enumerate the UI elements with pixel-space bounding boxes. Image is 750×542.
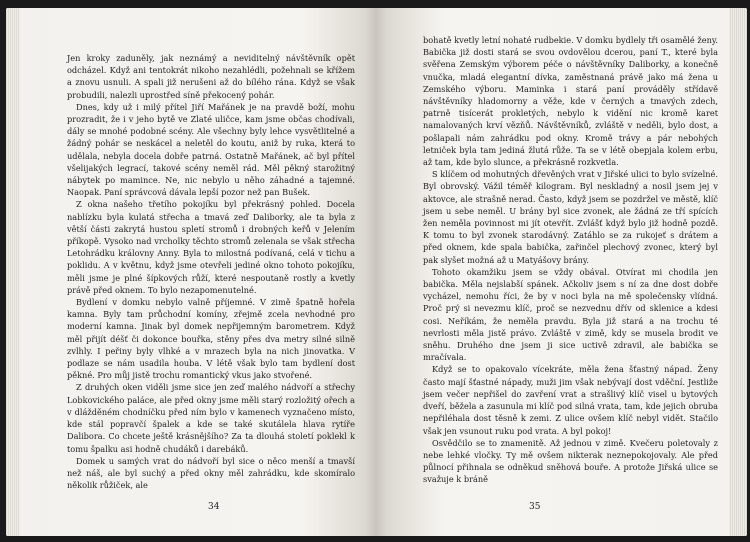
paragraph: Dnes, kdy už i milý přítel Jiří Mařánek je na pravdě boží, mohu prozradit, že i v jeho bytě ve Zlaté uličce, kam jsme občas chodívali, dály se mnohé podobné scény. Ale všechny byly lehce vysvětlitelné a žádný pohár se neskácel a neletěl do koutu, aniž by ruka, která to udělala, nebyla docela dobře patrná. Ostatně Mařánek, ač byl přítel všelijakých legrací, takové scény neměl rád. Měl pěkný starožitný nábytek po mamince. Ne, nic nebylo u něho záhadné a tajemné. Naopak. Paní správcová dávala lepší pozor než pan Bušek. bbox=[67, 101, 355, 198]
paragraph: Tohoto okamžiku jsem se vždy obával. Otvírat mi chodila jen babička. Měla nejslabší spánek. Ačkoliv jsem s ní za dne dost dobře vycházel, nemohu říci, že by v noci byla na mě společensky vlídná. Proč prý si nevezmu klíč, proč se nezvednu dřív od sklenice a kdesi cosi. Neříkám, že neměla pravdu. Byla již stará a na trochu té nevrlosti měla jistě právo. Zvláště v zimě, kdy se musela brodit ve sněhu. Druhého dne jsem ji sice uctivě zdravil, ale babička se mračívala. bbox=[423, 266, 718, 363]
page-number: 34 bbox=[208, 502, 220, 512]
left-page-text bbox=[67, 52, 355, 491]
paragraph: bohatě kvetly letní nohaté rudbekie. V domku bydlely tři osamělé ženy. Babička již dosti stará se svou ovdovělou dcerou, paní T., které byla svěřena Zemským výborem péče o návštěvníky Daliborky, a konečně vnučka, mladá elegantní dívka, zaměstnaná právě jako má žena u Zemského výboru. Maminka i stará paní prováděly střídavě návštěvníky hladomorny a věže, kde v černých a tmavých zdech, patrně tisícerát prokletých, nebylo k vidění nic kromě karet namalovaných krví vězňů. Návštěvníků, zvláště v neděli, bylo dost, a pošlapali nám zahrádku pod okny. Kromě trávy a pár nebohých letniček byla tam jediná žlutá růže. Ta se v létě obepjala kolem erbu, až tam, kde bylo slunce, a překrásně rozkvetla. bbox=[423, 35, 718, 168]
page-edge bbox=[729, 8, 747, 536]
left-page bbox=[6, 8, 376, 536]
page-number: 35 bbox=[529, 502, 541, 512]
paragraph: Osvědčilo se to znamenitě. Až jednou v zimě. Kvečeru poletovaly z nebe lehké vločky. Ty mě ovšem nikterak neznepokojovaly. Ale před půlnocí přihnala se odněkud sněhová bouře. A protože Jiřská ulice se svažuje k bráně bbox=[423, 437, 718, 485]
paragraph: Domek u samých vrat do nádvoří byl sice o něco menší a tmavší než náš, ale byl suchý a před okny měl zahrádku, kde skomíralo několik růžiček, ale bbox=[67, 455, 355, 491]
paragraph: Z druhých oken viděli jsme sice jen zeď malého nádvoří a střechy Lobkovického paláce, ale před okny jsme měli starý rozložitý ořech a v dlážděném chodníčku před ním bylo v kamenech vyznačeno místo, kde stál popravčí špalek a kde se také skutálela hlava rytíře Dalibora. Co chcete ještě krásnějšího? Za ta dlouhá století poklekl k tomu špalku asi hodně chudáků i darebáků. bbox=[67, 382, 355, 454]
paragraph: Z okna našeho třetího pokojíku byl překrásný pohled. Docela nablízku byla kulatá střecha a tmavá zeď Daliborky, ale ta byla z větší části zakrytá hustou spletí stromů i drobných keřů v Jelením příkopě. Vysoko nad vrcholky těchto stromů zelenala se však střecha Letohrádku královny Anny. Byla to milostná podívaná, celá v tichu a poklidu. A v květnu, když jsme otevřeli jediné okno tohoto pokojíku, měli jsme je plné šípkových růží, které nespoutaně rostly a kvetly právě před oknem. To bylo nezapomenutelné. bbox=[67, 199, 355, 295]
right-page bbox=[376, 8, 747, 536]
paragraph: Bydlení v domku nebylo valně příjemné. V zimě špatně hořela kamna. Byly tam průchodní komíny, zřejmě zcela nevhodné pro moderní kamna. Jinak byl domek nepřijemným barometrem. Když měl přijít déšť či dokonce bouřka, stěny přes dva metry silné silně zvlhly. I peřiny byly vlhké a v mrazech byla na nich jinovatka. V podlaze se nám usadila houba. V létě však bylo tam bydlení dost pěkné. Pro můj jistě trochu romantický vkus jako stvořené. bbox=[67, 297, 355, 381]
right-page-text bbox=[423, 34, 718, 486]
page-edge bbox=[6, 8, 20, 536]
paragraph: Jen kroky zaduněly, jak neznámý a neviditelný návštěvník opět odcházel. Když ani tentokrát nikoho nezahlédli, požehnali se křížem a znovu usnuli. A spali již nerušeni až do bílého rána. Když se však probudili, nalezli uprostřed síně překocený pohár. bbox=[67, 53, 355, 100]
paragraph: Když se to opakovalo vícekráte, měla žena šťastný nápad. Ženy často mají šťastné nápady, muži jim však nebývají dost vděční. Jestliže jsem večer nepřišel do zavření vrat a strašlivý klíč visel u bytových dveří, běžela a zasunula mi klíč pod silná vrata, tam, kde jejich obruba nepřiléhala dost těsně k zemi. Z ulice ovšem klíč nebyl vidět. Stačilo však jen vsunout ruku pod vrata. A byl pokoj! bbox=[423, 364, 718, 436]
paragraph: S klíčem od mohutných dřevěných vrat v Jiřské ulici to bylo svízelné. Byl obrovský. Vážil téměř kilogram. Byl neskladný a nosil jsem jej v aktovce, ale strašně nerad. Často, když jsem se pozdržel ve městě, klíč jsem u sebe neměl. U brány byl sice zvonek, ale žádná ze tří spících žen neměla povinnost mi jít otevřít. Zvlášť když bylo již hodně pozdě. K tomu to byl zvonek starodávný. Zatáhlo se za rukojeť s drátem a před oknem, kde spala babička, zařinčel plechový zvonec, který byl pak slyšet možná až u Matyášovy brány. bbox=[423, 169, 718, 265]
book-spread bbox=[6, 8, 747, 536]
